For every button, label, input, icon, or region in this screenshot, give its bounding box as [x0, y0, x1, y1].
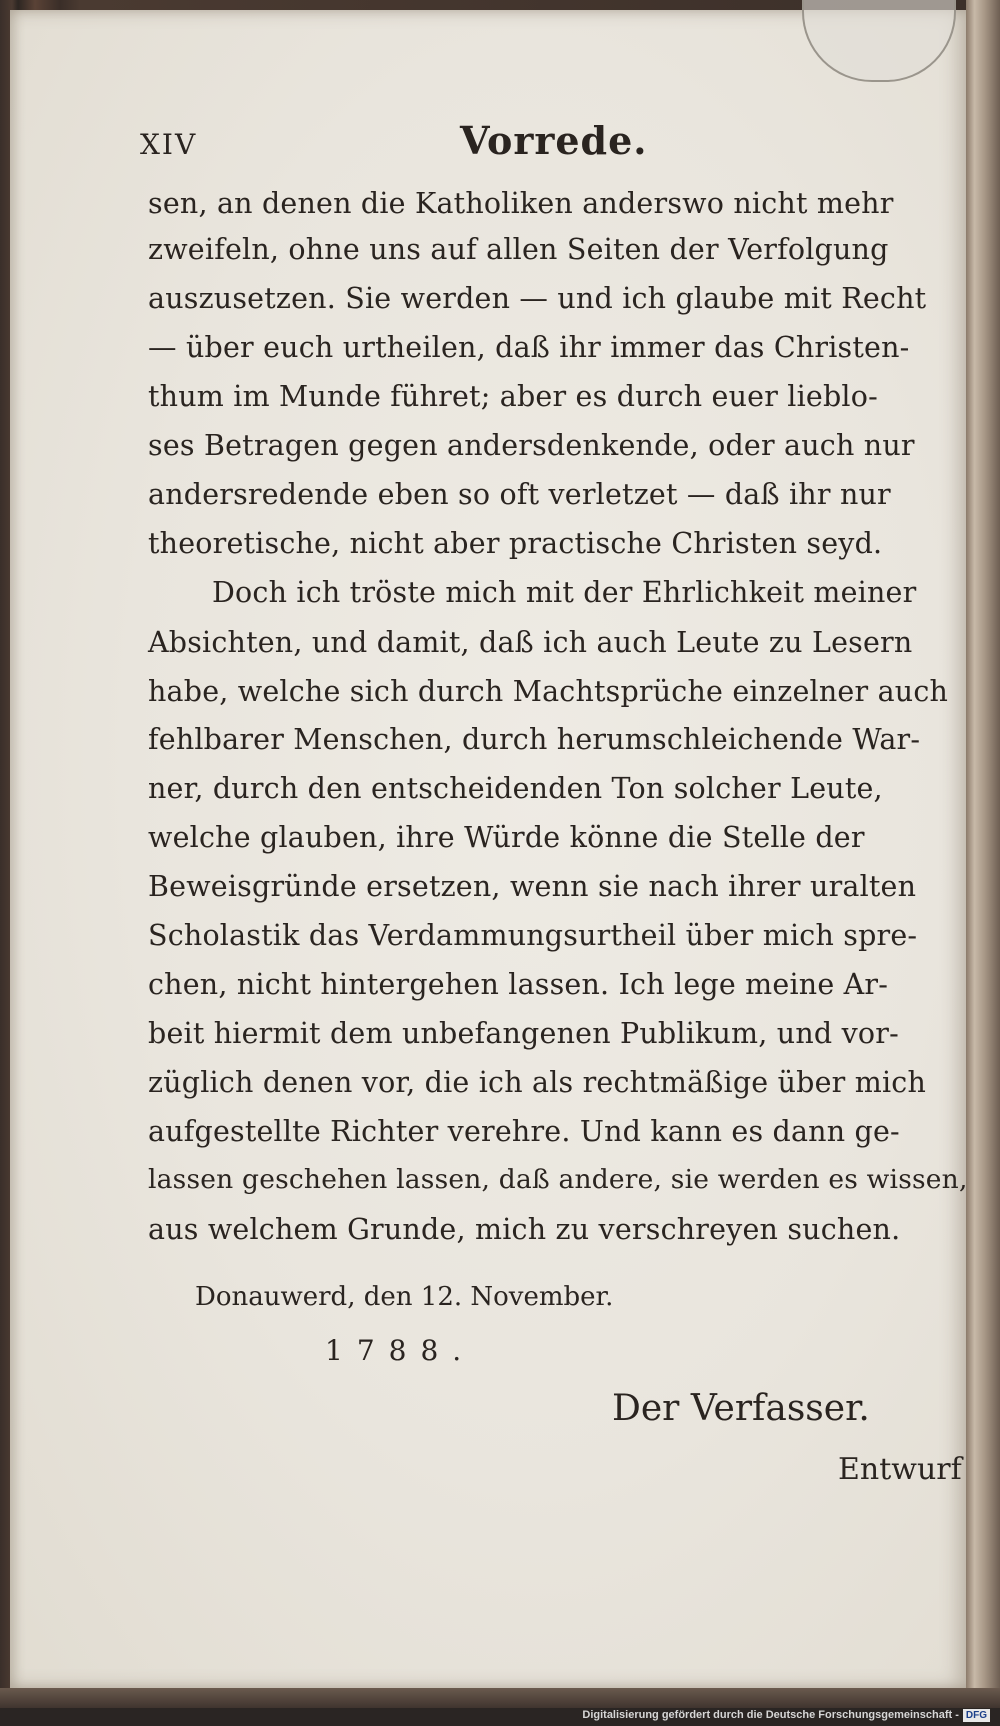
text-line: aus welchem Grunde, mich zu verschreyen suchen. [148, 1213, 901, 1246]
text-line: — über euch urtheilen, daß ihr immer das Christen- [148, 331, 910, 364]
text-line: habe, welche sich durch Machtsprüche einzelner auch [148, 675, 949, 708]
digitization-credit [582, 1709, 990, 1722]
text-line: zweifeln, ohne uns auf allen Seiten der Verfolgung [148, 233, 889, 266]
text-line: Scholastik das Verdammungsurtheil über mich spre- [148, 919, 918, 952]
text-line: fehlbarer Menschen, durch herumschleichende War- [148, 723, 921, 756]
text-line: theoretische, nicht aber practische Christen seyd. [148, 527, 883, 560]
text-line: ner, durch den entscheidenden Ton solcher Leute, [148, 772, 883, 805]
book-gutter [966, 0, 1000, 1726]
text-line: lassen geschehen lassen, daß andere, sie werden es wissen, [148, 1164, 968, 1195]
catchword: Entwurf [838, 1452, 962, 1487]
text-line: züglich denen vor, die ich als rechtmäßige über mich [148, 1066, 927, 1099]
text-line: aufgestellte Richter verehre. Und kann es dann ge- [148, 1115, 900, 1148]
page-number: XIV [140, 128, 198, 161]
section-title: Vorrede. [460, 118, 648, 163]
running-head [140, 118, 960, 168]
torn-corner-fold [802, 0, 956, 82]
text-line: Beweisgründe ersetzen, wenn sie nach ihrer uralten [148, 870, 917, 903]
text-line: welche glauben, ihre Würde könne die Stelle der [148, 821, 865, 854]
year-line: 1788. [325, 1334, 476, 1367]
text-line: thum im Munde führet; aber es durch euer lieblo- [148, 380, 878, 413]
text-line: beit hiermit dem unbefangenen Publikum, und vor- [148, 1017, 899, 1050]
author-signature: Der Verfasser. [612, 1388, 870, 1429]
text-line: Absichten, und damit, daß ich auch Leute zu Lesern [148, 626, 913, 659]
text-line: ses Betragen gegen andersdenkende, oder auch nur [148, 429, 915, 462]
text-line: auszusetzen. Sie werden — und ich glaube mit Recht [148, 282, 927, 315]
paragraph-start-line: Doch ich tröste mich mit der Ehrlichkeit meiner [212, 576, 917, 609]
credit-text: Digitalisierung gefördert durch die Deutsche Forschungsgemeinschaft - [582, 1709, 959, 1721]
dfg-logo: DFG [963, 1709, 990, 1722]
place-date-line: Donauwerd, den 12. November. [195, 1282, 614, 1312]
text-line: sen, an denen die Katholiken anderswo nicht mehr [148, 187, 894, 220]
text-line: andersredende eben so oft verletzet — daß ihr nur [148, 478, 891, 511]
text-line: chen, nicht hintergehen lassen. Ich lege meine Ar- [148, 968, 889, 1001]
